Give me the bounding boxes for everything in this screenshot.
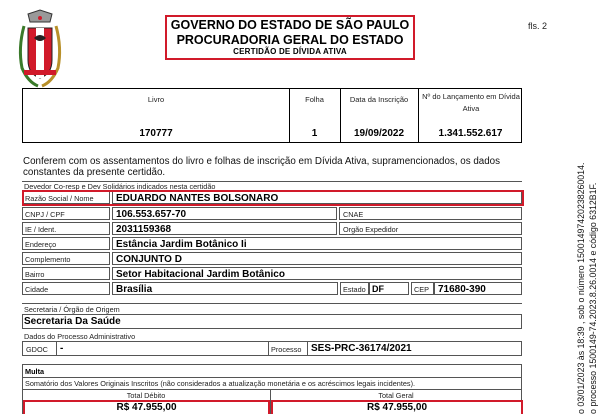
total-debito-label: Total Débito (126, 391, 166, 400)
cep-label: CEP (414, 285, 430, 294)
cep-value: 71680-390 (438, 284, 486, 295)
origem-section-label: Secretaria / Órgão de Origem (24, 305, 120, 314)
estado-label: Estado (343, 285, 366, 294)
dados-processo-label: Dados do Processo Administrativo (24, 332, 136, 341)
livro-table (22, 88, 522, 143)
lancamento-value: 1.341.552.617 (438, 128, 503, 139)
header-certidao-title: CERTIDÃO DE DÍVIDA ATIVA (233, 47, 347, 56)
cidade-label: Cidade (25, 285, 49, 294)
side-verification-text (575, 14, 599, 414)
livro-header: Livro (147, 95, 165, 104)
processo-label: Processo (271, 345, 302, 354)
origem-value: Secretaria Da Saúde (24, 316, 121, 327)
gdoc-value: - (60, 343, 64, 354)
razao-social-label: Razão Social / Nome (25, 194, 94, 203)
conferem-paragraph: Conferem com os assentamentos do livro e folhas de inscrição em Dívida Ativa, supramencionados, os dados constantes da presente certidão. (23, 156, 501, 178)
cnae-label: CNAE (343, 210, 364, 219)
multa-description: Somatório dos Valores Originais Inscritos (não considerados a atualização monetária e os acréscimos legais incidentes). (25, 379, 416, 388)
bairro-label: Bairro (25, 270, 45, 279)
data-inscricao-value: 19/09/2022 (353, 128, 405, 139)
devedor-section-label: Devedor Co-resp e Dev Solidários indicados nesta certidão (24, 182, 216, 191)
cnpj-label: CNPJ / CPF (25, 210, 65, 219)
total-geral-value: R$ 47.955,00 (366, 402, 428, 413)
total-geral-label: Total Geral (378, 391, 414, 400)
ie-value: 2031159368 (116, 224, 172, 235)
razao-social-value: EDUARDO NANTES BOLSONARO (116, 193, 279, 204)
cnpj-value: 106.553.657-70 (116, 209, 187, 220)
endereco-value: Estância Jardim Botânico Ii (116, 239, 247, 250)
header-procuradoria: PROCURADORIA GERAL DO ESTADO (176, 33, 404, 47)
side-text-line-2: o processo 1500149-74.2023.8.26.0014 e código 6312B1F. (588, 182, 598, 414)
side-text-line-1: o 03/01/2023 às 18:39 , sob o número 15001497420238260014. (576, 162, 586, 414)
folha-value: 1 (311, 128, 318, 139)
folha-header: Folha (305, 95, 324, 104)
gdoc-label: GDOC (26, 345, 48, 354)
cidade-value: Brasília (116, 284, 153, 295)
ie-label: IE / Ident. (25, 225, 57, 234)
header-government: GOVERNO DO ESTADO DE SÃO PAULO (170, 18, 410, 32)
endereco-label: Endereço (25, 240, 57, 249)
page-reference: fls. 2 (528, 21, 548, 31)
sao-paulo-coat-of-arms-logo (14, 8, 66, 88)
bairro-value: Setor Habitacional Jardim Botânico (116, 269, 285, 280)
complemento-value: CONJUNTO D (116, 254, 182, 265)
processo-value: SES-PRC-36174/2021 (311, 343, 412, 354)
multa-title: Multa (25, 367, 45, 376)
livro-value: 170777 (139, 128, 173, 139)
data-inscricao-header: Data da Inscrição (349, 95, 409, 104)
lancamento-header: Nº do Lançamento em Dívida Ativa (422, 92, 520, 113)
total-debito-value: R$ 47.955,00 (116, 402, 177, 413)
estado-value: DF (372, 284, 384, 294)
complemento-label: Complemento (25, 255, 71, 264)
orgao-expedidor-label: Orgão Expedidor (343, 225, 399, 234)
